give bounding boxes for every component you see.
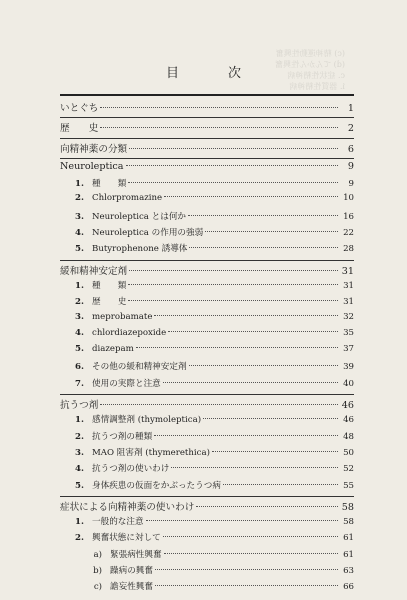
section-divider [60, 496, 354, 497]
dot-leader [196, 506, 338, 507]
bleed-line: i. 器質性精神病 [289, 82, 345, 91]
toc-entry [60, 377, 354, 393]
toc-section-entry [60, 263, 354, 279]
toc-entry [60, 177, 354, 193]
entry-number: 4. [75, 464, 84, 475]
entry-number: a) [93, 549, 102, 560]
toc-entry [60, 328, 354, 344]
entry-page-number: 50 [343, 447, 354, 458]
dot-leader [128, 182, 338, 183]
entry-page-number: 9 [347, 160, 354, 172]
dot-leader [203, 418, 338, 419]
entry-number: 2. [75, 297, 84, 308]
entry-page-number: 31 [341, 265, 354, 277]
entry-title: 緩和精神安定剤 [60, 265, 128, 277]
dot-leader [100, 107, 338, 108]
entry-title: その他の緩和精神安定剤 [92, 362, 187, 373]
entry-title: 抗うつ剤の使いわけ [92, 464, 170, 475]
entry-title: 症状による向精神薬の使いわけ [60, 501, 195, 513]
entry-number: 3. [75, 447, 84, 458]
toc-entry [60, 360, 354, 376]
entry-title: 感情調整剤 (thymoleptica) [92, 415, 202, 426]
entry-number: 2. [75, 193, 84, 204]
section-divider [60, 117, 354, 118]
entry-page-number: 31 [343, 280, 354, 291]
entry-number: 1. [75, 415, 84, 426]
entry-number: 2. [75, 533, 84, 544]
toc-entry [60, 564, 354, 580]
toc-entry [60, 446, 354, 462]
entry-title: 向精神薬の分類 [60, 143, 128, 155]
dot-leader [188, 215, 338, 216]
entry-number: b) [93, 566, 102, 577]
toc-entry [60, 531, 354, 547]
toc-section-entry [60, 397, 354, 413]
section-divider [60, 94, 354, 96]
entry-title: 抗うつ剤の種類 [92, 431, 153, 442]
entry-page-number: 40 [343, 378, 354, 389]
table-of-contents [60, 93, 354, 597]
page-title: 目 次 [165, 66, 259, 81]
entry-page-number: 1 [347, 103, 354, 114]
toc-entry [60, 548, 354, 564]
dot-leader [168, 331, 338, 332]
entry-page-number: 6 [347, 143, 354, 155]
entry-title: Chlorpromazine [92, 193, 163, 204]
toc-section-entry [60, 161, 354, 177]
toc-section-entry [60, 120, 354, 136]
dot-leader [189, 247, 338, 248]
toc-section-entry [60, 141, 354, 157]
dot-leader [100, 127, 338, 128]
toc-entry [60, 295, 354, 311]
dot-leader [155, 585, 338, 586]
entry-title: 歴 史 [92, 297, 127, 308]
entry-title: Neuroleptica [60, 160, 124, 172]
dot-leader [171, 467, 338, 468]
entry-title: 歴 史 [60, 123, 99, 135]
entry-page-number: 63 [343, 566, 354, 577]
entry-page-number: 31 [343, 297, 354, 308]
entry-title: 緊張病性興奮 [110, 549, 162, 560]
dot-leader [128, 300, 338, 301]
toc-section-entry [60, 499, 354, 515]
entry-number: 5. [75, 480, 84, 491]
section-divider [60, 138, 354, 139]
dot-leader [136, 347, 338, 348]
toc-section-entry [60, 100, 354, 116]
entry-number: 4. [75, 228, 84, 239]
dot-leader [129, 148, 338, 149]
entry-page-number: 2 [347, 123, 354, 135]
entry-title: 種 類 [92, 280, 127, 291]
bleed-line: (c) 精神運動性興奮 [275, 49, 345, 58]
entry-page-number: 32 [343, 311, 354, 322]
entry-number: 1. [75, 517, 84, 528]
entry-page-number: 9 [348, 179, 354, 190]
toc-entry [60, 226, 354, 242]
entry-title: 身体疾患の仮面をかぶったうつ病 [92, 480, 221, 491]
bleed-line: (d) てんかん性興奮 [275, 60, 345, 69]
toc-entry [60, 242, 354, 258]
entry-number: c) [93, 582, 102, 593]
toc-entry [60, 479, 354, 495]
entry-page-number: 46 [341, 400, 354, 412]
dot-leader [164, 196, 338, 197]
toc-entry [60, 279, 354, 295]
dot-leader [164, 553, 338, 554]
entry-title: meprobamate [92, 311, 153, 322]
entry-page-number: 58 [341, 501, 354, 513]
toc-entry [60, 312, 354, 328]
dot-leader [154, 435, 338, 436]
entry-page-number: 37 [343, 344, 354, 355]
entry-title: Butyrophenone 誘導体 [92, 244, 188, 255]
dot-leader [163, 382, 338, 383]
entry-page-number: 66 [343, 582, 354, 593]
section-divider [60, 158, 354, 159]
entry-page-number: 28 [343, 244, 354, 255]
entry-page-number: 16 [343, 211, 354, 222]
dot-leader [154, 315, 338, 316]
entry-number: 2. [75, 431, 84, 442]
entry-title: MAO 阻害剤 (thymerethica) [92, 447, 210, 458]
entry-title: 抗うつ剤 [60, 400, 99, 412]
entry-title: diazepam [92, 344, 134, 355]
entry-title: 使用の実際と注意 [92, 378, 161, 389]
entry-page-number: 46 [343, 415, 354, 426]
bleed-line: c. 症状性精神病 [287, 71, 345, 80]
entry-page-number: 61 [343, 533, 354, 544]
section-divider [60, 260, 354, 261]
section-divider [60, 394, 354, 395]
entry-page-number: 10 [343, 193, 354, 204]
entry-title: 興奮状態に対して [92, 533, 161, 544]
entry-title: chlordiazepoxide [92, 327, 167, 338]
dot-leader [212, 451, 338, 452]
toc-entry [60, 462, 354, 478]
toc-entry [60, 515, 354, 531]
entry-number: 3. [75, 211, 84, 222]
entry-title: 一般的な注意 [92, 517, 144, 528]
entry-title: 躁病の興奮 [110, 566, 153, 577]
toc-entry [60, 210, 354, 226]
dot-leader [146, 520, 338, 521]
toc-entry [60, 430, 354, 446]
entry-page-number: 58 [343, 517, 354, 528]
entry-title: Neuroleptica の作用の強弱 [92, 228, 204, 239]
entry-number: 5. [75, 244, 84, 255]
dot-leader [126, 165, 338, 166]
entry-number: 5. [75, 344, 84, 355]
dot-leader [205, 231, 338, 232]
toc-entry [60, 580, 354, 596]
entry-number: 4. [75, 327, 84, 338]
toc-entry [60, 193, 354, 209]
entry-number: 1. [75, 280, 84, 291]
entry-number: 7. [75, 378, 84, 389]
dot-leader [189, 365, 338, 366]
entry-title: いとぐち [60, 103, 99, 114]
dot-leader [129, 270, 338, 271]
dot-leader [155, 569, 338, 570]
entry-page-number: 48 [343, 431, 354, 442]
entry-title: 種 類 [92, 179, 127, 190]
entry-page-number: 55 [343, 480, 354, 491]
entry-page-number: 22 [343, 228, 354, 239]
entry-number: 1. [75, 179, 84, 190]
entry-page-number: 61 [343, 549, 354, 560]
entry-title: 譫妄性興奮 [110, 582, 153, 593]
dot-leader [128, 284, 338, 285]
entry-page-number: 39 [343, 362, 354, 373]
entry-number: 6. [75, 362, 84, 373]
entry-number: 3. [75, 311, 84, 322]
dot-leader [100, 404, 338, 405]
dot-leader [223, 484, 338, 485]
entry-page-number: 35 [343, 327, 354, 338]
entry-title: Neuroleptica とは何か [92, 211, 187, 222]
entry-page-number: 52 [343, 464, 354, 475]
toc-entry [60, 413, 354, 429]
toc-entry [60, 344, 354, 360]
dot-leader [163, 536, 338, 537]
